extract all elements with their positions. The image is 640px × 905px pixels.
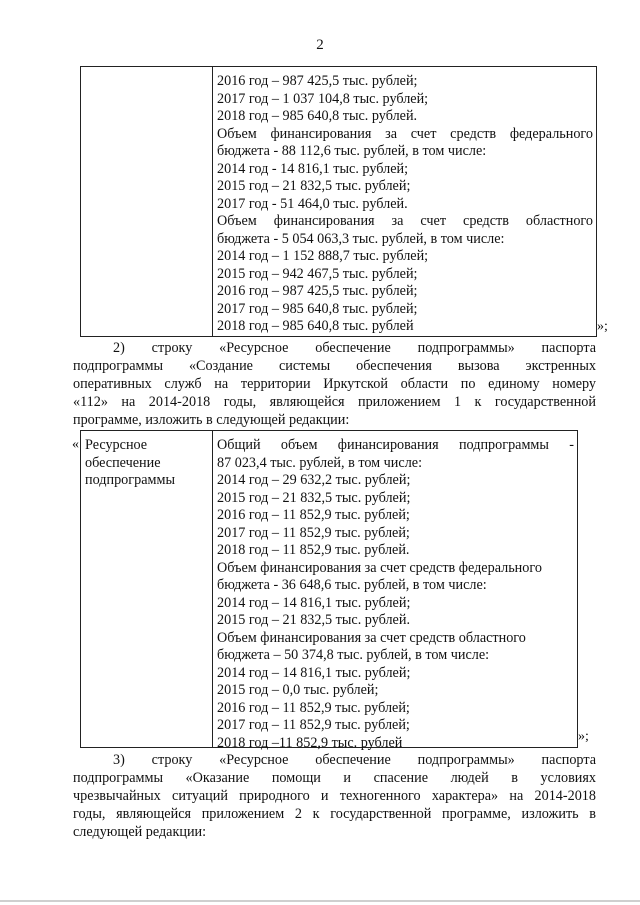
funding-line: 2017 год – 985 640,8 тыс. рублей; bbox=[217, 300, 418, 317]
funding-line: 2014 год - 14 816,1 тыс. рублей; bbox=[217, 160, 409, 177]
paragraph-line: 3) строку «Ресурсное обеспечение подпрограммы» паспорта bbox=[113, 752, 596, 768]
funding-line: 2017 год - 51 464,0 тыс. рублей. bbox=[217, 195, 408, 212]
page-number: 2 bbox=[316, 37, 324, 53]
paragraph-line: подпрограммы «Создание системы обеспечения вызова экстренных bbox=[73, 358, 596, 374]
funding-line: 2015 год – 0,0 тыс. рублей; bbox=[217, 682, 379, 698]
funding-line: 2014 год – 1 152 888,7 тыс. рублей; bbox=[217, 248, 429, 264]
funding-line: 2014 год – 29 632,2 тыс. рублей; bbox=[217, 472, 411, 488]
row-label-line: Ресурсное bbox=[85, 437, 148, 453]
funding-line: 2016 год – 11 852,9 тыс. рублей; bbox=[217, 507, 410, 523]
funding-line: 2014 год – 14 816,1 тыс. рублей; bbox=[217, 594, 411, 611]
closing-quote-mark: »; bbox=[597, 319, 608, 334]
funding-line: бюджета – 50 374,8 тыс. рублей, в том числе: bbox=[217, 647, 490, 663]
funding-line: 2018 год – 985 640,8 тыс. рублей bbox=[217, 318, 414, 334]
paragraph-line: подпрограммы «Оказание помощи и спасение людей в условиях bbox=[73, 770, 596, 786]
row-label-line: обеспечение bbox=[85, 454, 161, 471]
funding-line: 2018 год – 11 852,9 тыс. рублей. bbox=[217, 542, 410, 558]
table-column-divider bbox=[212, 431, 213, 747]
funding-line: Объем финансирования за счет средств федерального bbox=[217, 125, 593, 142]
resource-provision-table bbox=[80, 430, 578, 751]
resource-provision-label-cell bbox=[85, 437, 209, 490]
paragraph-item-3 bbox=[73, 751, 596, 841]
funding-line: 2015 год – 21 832,5 тыс. рублей; bbox=[217, 489, 411, 506]
paragraph-line: оперативных служб на территории Иркутской области по единому номеру bbox=[73, 376, 596, 392]
funding-line: 2018 год –11 852,9 тыс. рублей bbox=[217, 734, 403, 751]
paragraph-line: годы, являющейся приложением 2 к государственной программе, изложить в bbox=[73, 806, 596, 822]
funding-line: 87 023,4 тыс. рублей, в том числе: bbox=[217, 454, 423, 471]
funding-line: 2017 год – 11 852,9 тыс. рублей; bbox=[217, 717, 410, 733]
funding-line: 2015 год – 21 832,5 тыс. рублей; bbox=[217, 178, 411, 194]
funding-line: Общий объем финансирования подпрограммы - bbox=[217, 437, 574, 453]
funding-values-cell bbox=[217, 73, 593, 336]
closing-quote-mark: »; bbox=[578, 729, 589, 744]
funding-line: 2014 год – 14 816,1 тыс. рублей; bbox=[217, 664, 411, 681]
paragraph-line: программе, изложить в следующей редакции: bbox=[73, 412, 350, 428]
funding-line: 2016 год – 987 425,5 тыс. рублей; bbox=[217, 73, 418, 89]
opening-quote-mark: « bbox=[72, 437, 79, 452]
funding-table-continued bbox=[80, 66, 597, 337]
funding-line: Объем финансирования за счет средств областного bbox=[217, 629, 526, 646]
paragraph-line: чрезвычайных ситуаций природного и техногенного характера» на 2014-2018 bbox=[73, 788, 596, 804]
funding-line: бюджета - 88 112,6 тыс. рублей, в том числе: bbox=[217, 143, 487, 159]
paragraph-line: следующей редакции: bbox=[73, 824, 207, 840]
page-bottom-edge bbox=[0, 900, 640, 902]
funding-line: 2015 год – 21 832,5 тыс. рублей. bbox=[217, 612, 410, 628]
funding-line: бюджета - 5 054 063,3 тыс. рублей, в том числе: bbox=[217, 230, 505, 247]
funding-line: 2017 год – 11 852,9 тыс. рублей; bbox=[217, 524, 410, 541]
funding-values-cell bbox=[217, 437, 574, 752]
funding-line: 2018 год – 985 640,8 тыс. рублей. bbox=[217, 108, 418, 124]
funding-line: бюджета - 36 648,6 тыс. рублей, в том числе: bbox=[217, 577, 487, 593]
table-column-divider bbox=[212, 67, 213, 336]
funding-line: Объем финансирования за счет средств федерального bbox=[217, 559, 542, 576]
paragraph-line: 2) строку «Ресурсное обеспечение подпрограммы» паспорта bbox=[113, 340, 596, 356]
funding-line: 2016 год – 987 425,5 тыс. рублей; bbox=[217, 283, 418, 299]
funding-line: 2015 год – 942 467,5 тыс. рублей; bbox=[217, 265, 418, 282]
funding-line: Объем финансирования за счет средств областного bbox=[217, 213, 593, 229]
paragraph-line: «112» на 2014-2018 годы, являющейся приложением 1 к государственной bbox=[73, 394, 596, 410]
row-label-line: подпрограммы bbox=[85, 472, 175, 488]
paragraph-item-2 bbox=[73, 339, 596, 429]
funding-line: 2017 год – 1 037 104,8 тыс. рублей; bbox=[217, 90, 429, 107]
funding-line: 2016 год – 11 852,9 тыс. рублей; bbox=[217, 699, 410, 716]
